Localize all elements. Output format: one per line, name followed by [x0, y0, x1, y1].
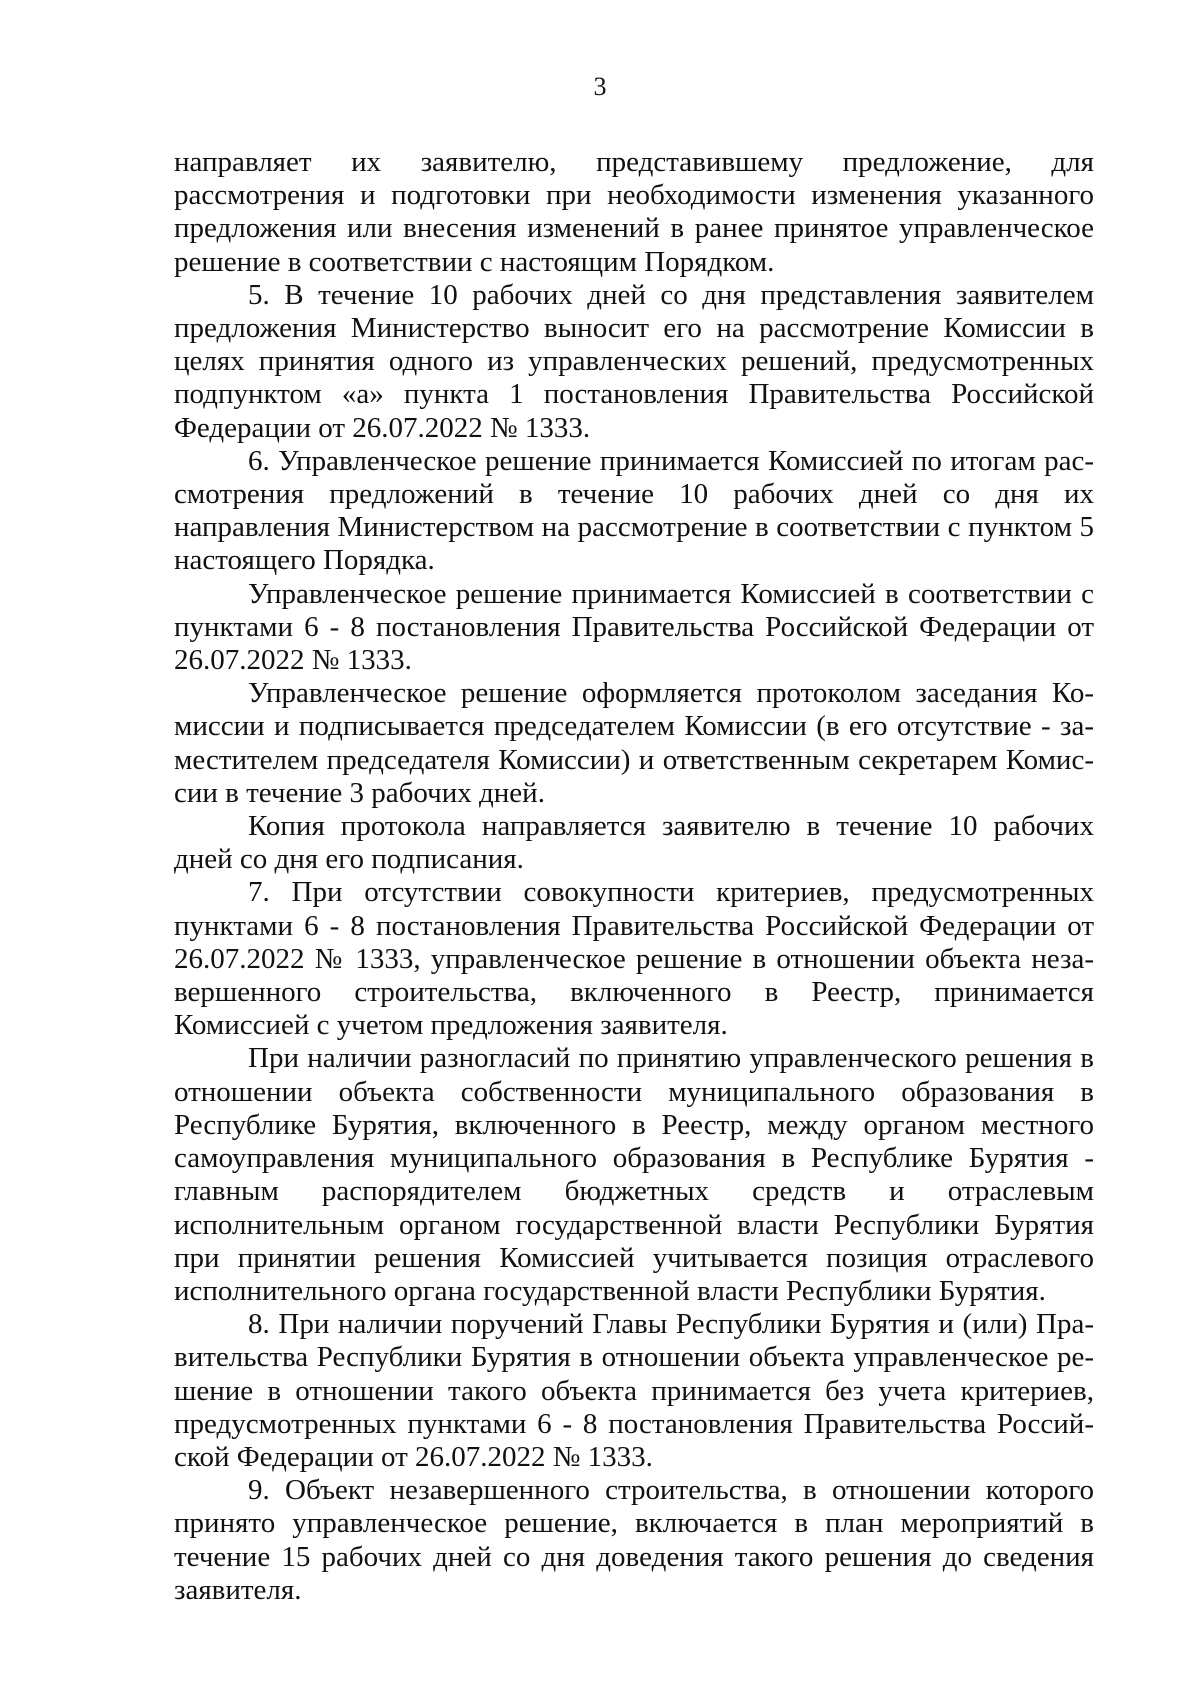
paragraph-item-6-copy: Копия протокола направляется заявителю в течение 10 рабочих дней со дня его подписания.: [174, 810, 1094, 876]
page-number: 3: [593, 72, 607, 101]
document-body: [174, 146, 1094, 1607]
paragraph-item-6: 6. Управленческое решение принимается Комиссией по итогам рассмотрения предложений в течение 10 рабочих дней со дня их направления Министерством на рассмотрение в соответствии с пунктом 5 настоящего Порядка.: [174, 444, 1094, 577]
paragraph-item-7: 7. При отсутствии совокупности критериев, предусмотренных пунктами 6 - 8 постановления Правительства Российской Федерации от 26.07.2022 № 1333, управленческое решение в отношении объекта незавершенного строительства, включенного в Реестр, принимается Комиссией с учетом предложения заявителя.: [174, 876, 1094, 1042]
paragraph-item-6-protocol: Управленческое решение оформляется протоколом заседания Комиссии и подписывается председателем Комиссии (в его отсутствие - заместителем председателя Комиссии) и ответственным секретарем Комиссии в течение 3 рабочих дней.: [174, 677, 1094, 809]
paragraph-item-9: 9. Объект незавершенного строительства, в отношении которого принято управленческое решение, включается в план мероприятий в течение 15 рабочих дней со дня доведения такого решения до сведения заявителя.: [174, 1474, 1094, 1606]
paragraph-item-5: 5. В течение 10 рабочих дней со дня представления заявителем предложения Министерство выносит его на рассмотрение Комиссии в целях принятия одного из управленческих решений, предусмотренных подпунктом «а» пункта 1 постановления Правительства Российской Федерации от 26.07.2022 № 1333.: [174, 278, 1094, 444]
paragraph-item-7-disagreements: При наличии разногласий по принятию управленческого решения в отношении объекта собственности муниципального образования в Республике Бурятия, включенного в Реестр, между органом местного самоуправления муниципального образования в Республике Бурятия - главным распорядителем бюджетных средств и отраслевым исполнительным органом государственной власти Республики Бурятия при принятии решения Комиссией учитывается позиция отраслевого исполнительного органа государственной власти Республики Бурятия.: [174, 1042, 1094, 1307]
paragraph-item-8: 8. При наличии поручений Главы Республики Бурятия и (или) Правительства Республики Бурятия в отношении объекта управленческое решение в отношении такого объекта принимается без учета критериев, предусмотренных пунктами 6 - 8 постановления Правительства Российской Федерации от 26.07.2022 № 1333.: [174, 1308, 1094, 1473]
paragraph-continuation: направляет их заявителю, представившему предложение, для рассмотрения и подготовки при необходимости изменения указанного предложения или внесения изменений в ранее принятое управленческое решение в соответствии с настоящим Порядком.: [174, 146, 1094, 278]
paragraph-item-6-criteria: Управленческое решение принимается Комиссией в соответствии с пунктами 6 - 8 постановления Правительства Российской Федерации от 26.07.2022 № 1333.: [174, 577, 1094, 677]
